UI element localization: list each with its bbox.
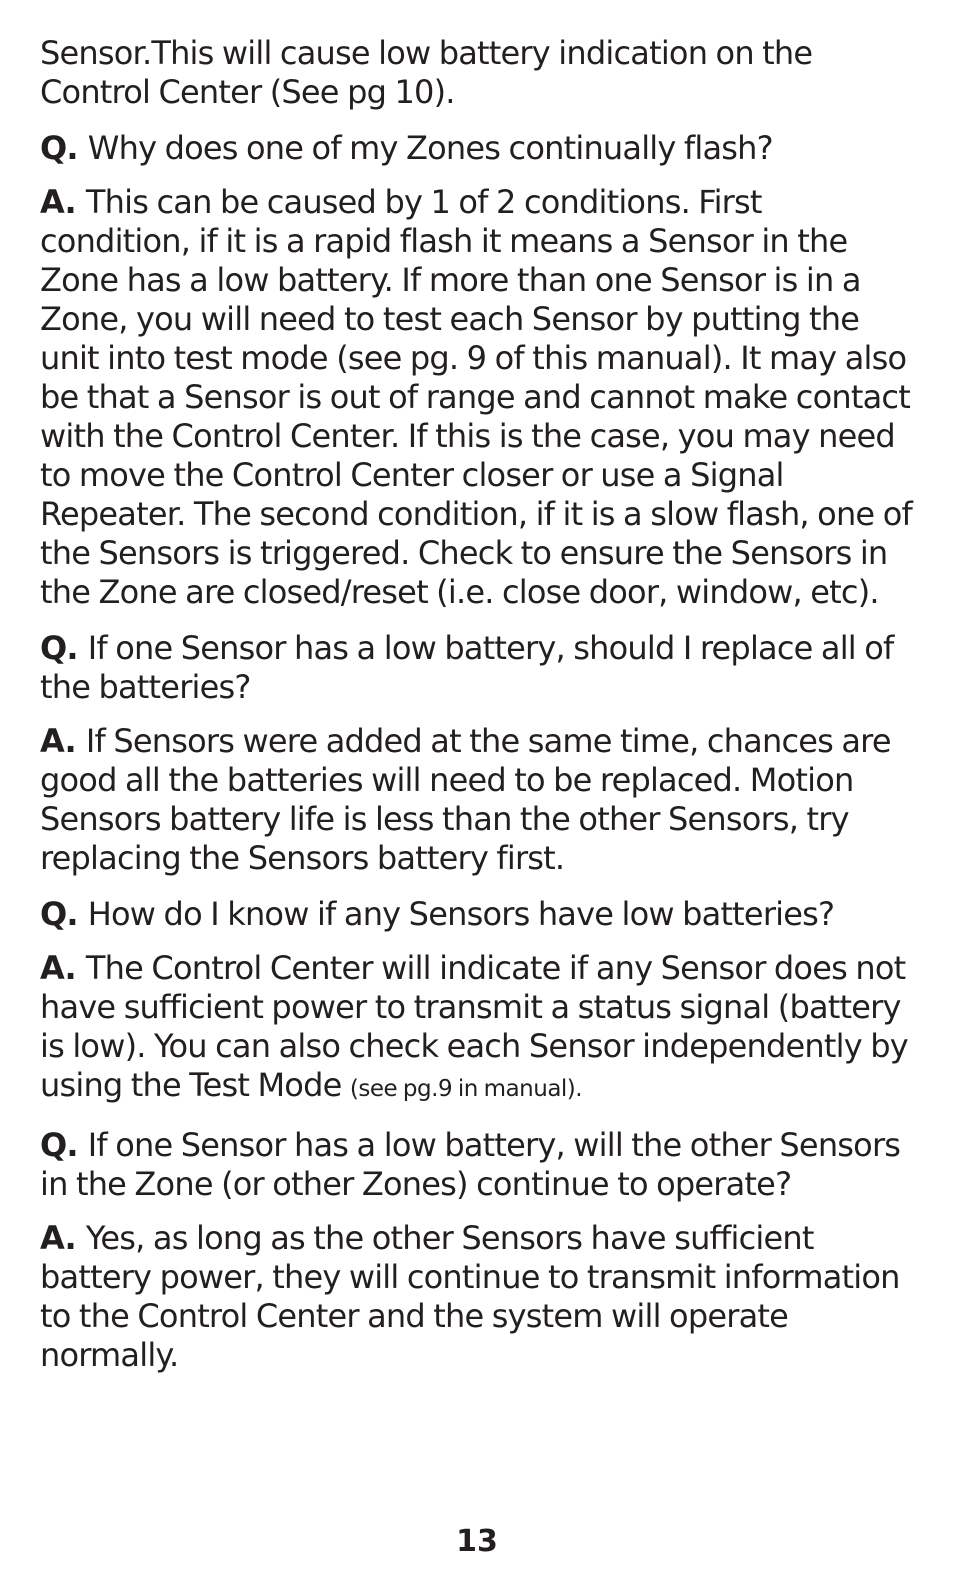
- question-marker: Q.: [40, 129, 78, 167]
- answer-note: (see pg.9 in manual).: [349, 1076, 583, 1102]
- answer-text: This can be caused by 1 of 2 conditions. First condition, if it is a rapid flash it means a Sensor in the Zone has a low battery. If more than one Sensor is in a Zone, you will need to test each Sensor by putting the unit into test mode (see pg. 9 of this manual). It may also be that a Sensor is out of range and cannot make contact with the Control Center. If this is the case, you may need to move the Control Center closer or use a Signal Repeater. The second condition, if it is a slow flash, one of the Sensors is triggered. Check to ensure the Sensors in the Zone are closed/reset (i.e. close door, window, etc).: [40, 183, 912, 611]
- answer-text: If Sensors were added at the same time, chances are good all the batteries will need to be replaced. Motion Sensors battery life is less than the other Sensors, try replacing the Sensors battery first.: [40, 722, 891, 877]
- answer-1: [40, 183, 920, 612]
- answer-text: The Control Center will indicate if any Sensor does not have sufficient power to transmit a status signal (battery is low). You can also check each Sensor independently by using the Test Mode: [40, 949, 908, 1104]
- question-marker: Q.: [40, 1126, 78, 1164]
- intro-paragraph: Sensor.This will cause low battery indication on the Control Center (See pg 10).: [40, 34, 813, 111]
- page-number: 13: [456, 1524, 498, 1559]
- question-text: Why does one of my Zones continually flash?: [87, 129, 773, 167]
- question-text: How do I know if any Sensors have low batteries?: [87, 895, 835, 933]
- question-marker: Q.: [40, 629, 78, 667]
- answer-4: [40, 1219, 920, 1375]
- answer-marker: A.: [40, 949, 76, 987]
- question-2: [40, 629, 920, 707]
- answer-text: Yes, as long as the other Sensors have sufficient battery power, they will continue to transmit information to the Control Center and the system will operate normally.: [40, 1219, 900, 1374]
- question-text: If one Sensor has a low battery, should I replace all of the batteries?: [40, 629, 894, 706]
- answer-marker: A.: [40, 722, 76, 760]
- question-1: [40, 129, 920, 168]
- answer-2: [40, 722, 920, 878]
- answer-marker: A.: [40, 183, 76, 221]
- question-marker: Q.: [40, 895, 78, 933]
- question-4: [40, 1126, 920, 1204]
- question-3: [40, 895, 920, 934]
- question-text: If one Sensor has a low battery, will the other Sensors in the Zone (or other Zones) continue to operate?: [40, 1126, 901, 1203]
- answer-marker: A.: [40, 1219, 76, 1257]
- manual-page: [40, 34, 920, 1375]
- answer-3: [40, 949, 920, 1109]
